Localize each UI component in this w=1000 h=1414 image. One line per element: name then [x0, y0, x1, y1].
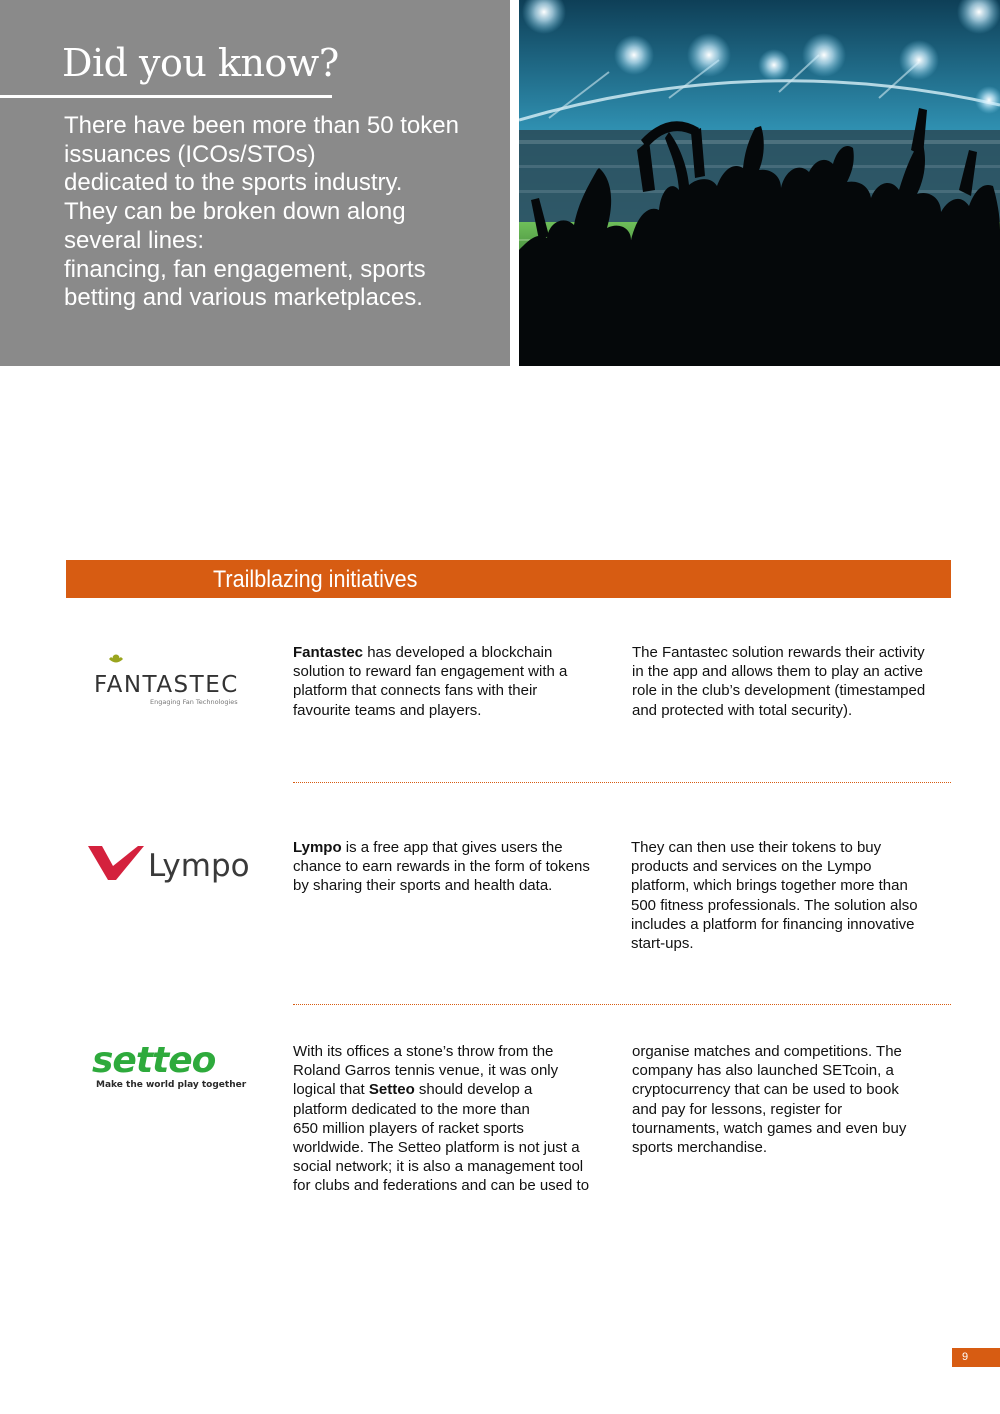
setteo-logo: [92, 1040, 252, 1096]
text-line: is a free app that gives users the: [341, 839, 563, 856]
setteo-text-left: [293, 1042, 618, 1196]
text-line: chance to earn rewards in the form of tokens: [293, 858, 590, 876]
text-line: start-ups.: [631, 935, 694, 953]
text-line: and protected with total security).: [632, 701, 853, 719]
text-line: logical that: [293, 1081, 369, 1099]
did-you-know-line: They can be broken down along: [64, 198, 406, 226]
text-line: solution to reward fan engagement with a: [293, 663, 568, 681]
text-line: includes a platform for financing innovative: [631, 915, 915, 933]
text-line: products and services on the Lympo: [631, 858, 872, 876]
text-line: With its offices a stone’s throw from the: [293, 1043, 554, 1060]
lympo-logo-text: Lympo: [148, 848, 250, 884]
did-you-know-line: issuances (ICOs/STOs): [64, 140, 316, 168]
company-name: Setteo: [368, 1081, 415, 1099]
title-underline: [0, 95, 332, 98]
did-you-know-line: There have been more than 50 token: [64, 112, 459, 139]
lympo-logo: [86, 838, 256, 892]
section-header: [66, 560, 951, 598]
company-name: Lympo: [293, 839, 342, 856]
fantastec-logo-text: FANTASTEC: [94, 672, 239, 698]
text-line: sports merchandise.: [632, 1139, 768, 1157]
fantastec-emblem-icon: [110, 655, 122, 662]
fantastec-logo: [90, 648, 250, 712]
text-line: organise matches and competitions. The: [632, 1043, 902, 1060]
text-line: in the app and allows them to play an active: [632, 663, 924, 681]
text-line: worldwide. The Setteo platform is not just a: [293, 1139, 580, 1157]
text-line: platform that connects fans with their: [293, 682, 538, 700]
fantastec-text-left: [293, 643, 618, 720]
lympo-text-right: [631, 838, 956, 953]
dotted-divider: [293, 1004, 951, 1005]
setteo-text-right: [632, 1042, 957, 1157]
did-you-know-line: dedicated to the sports industry.: [64, 169, 403, 197]
lympo-text-left: [293, 838, 618, 896]
fantastec-text-right: [632, 643, 957, 720]
fantastec-tagline: Engaging Fan Technologies: [150, 698, 238, 706]
did-you-know-line: financing, fan engagement, sports: [64, 255, 426, 283]
text-line: 650 million players of racket sports: [293, 1119, 524, 1137]
lympo-check-icon: [88, 846, 144, 880]
text-line: company has also launched SETcoin, a: [632, 1062, 894, 1080]
text-line: for clubs and federations and can be used to: [293, 1177, 590, 1195]
setteo-tagline: Make the world play together: [96, 1080, 247, 1090]
text-line: by sharing their sports and health data.: [293, 877, 553, 895]
company-name: Fantastec: [293, 644, 364, 661]
stadium-crowd-photo: [519, 0, 1000, 366]
text-line: favourite teams and players.: [293, 701, 482, 719]
text-line: They can then use their tokens to buy: [631, 839, 882, 856]
text-line: should develop a: [414, 1081, 533, 1099]
text-line: role in the club’s development (timestamped: [632, 682, 926, 700]
did-you-know-line: several lines:: [64, 226, 205, 254]
text-line: has developed a blockchain: [363, 644, 553, 661]
text-line: social network; it is also a management tool: [293, 1158, 584, 1176]
text-line: The Fantastec solution rewards their activity: [632, 644, 925, 661]
setteo-logo-text: setteo: [92, 1040, 216, 1081]
text-line: and pay for lessons, register for: [632, 1100, 843, 1118]
text-line: 500 fitness professionals. The solution also: [631, 896, 918, 914]
section-title: Trailblazing initiatives: [213, 566, 418, 593]
did-you-know-line: betting and various marketplaces.: [64, 284, 423, 312]
did-you-know-title: Did you know?: [62, 41, 339, 85]
text-line: platform dedicated to the more than: [293, 1100, 530, 1118]
did-you-know-text: [64, 112, 494, 313]
page-number: 9: [952, 1348, 1000, 1367]
text-line: Roland Garros tennis venue, it was only: [293, 1062, 559, 1080]
did-you-know-box: [0, 0, 510, 366]
text-line: platform, which brings together more than: [631, 877, 908, 895]
text-line: tournaments, watch games and even buy: [632, 1119, 907, 1137]
text-line: cryptocurrency that can be used to book: [632, 1081, 899, 1099]
dotted-divider: [293, 782, 951, 783]
